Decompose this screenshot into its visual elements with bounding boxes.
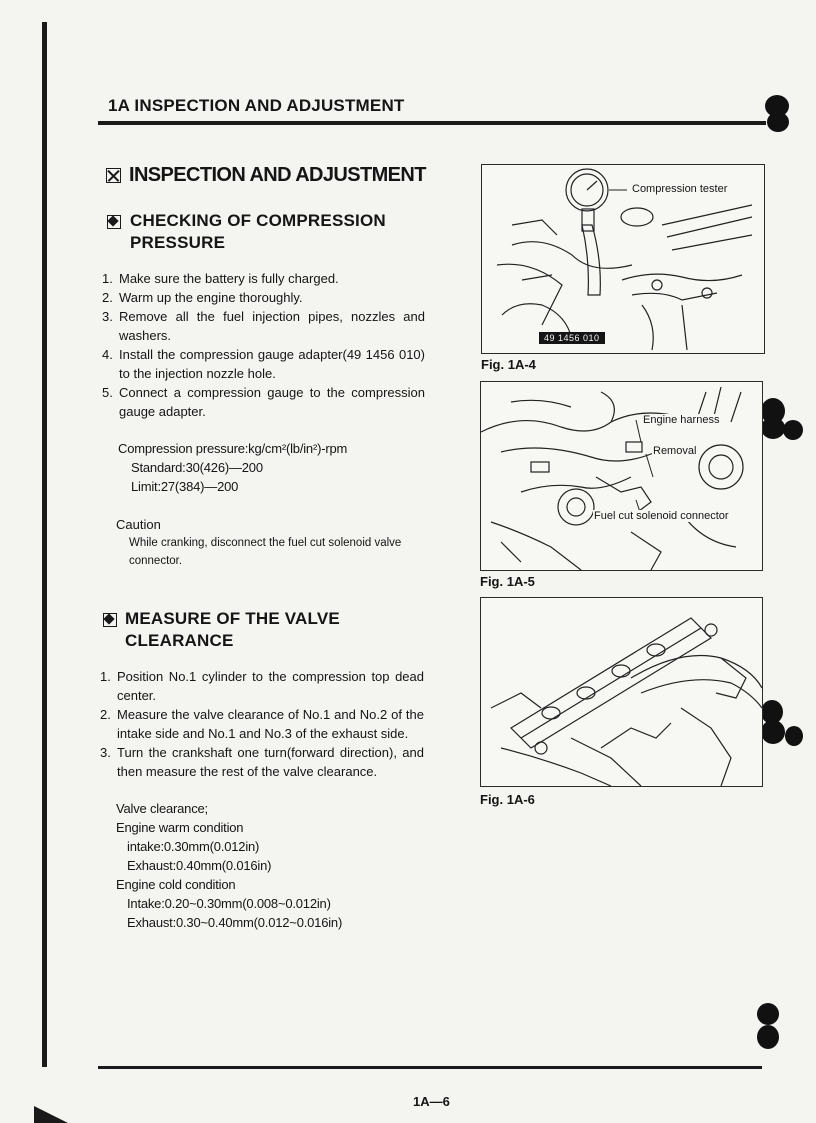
figure-1a-4-caption: Fig. 1A-4 [481, 357, 536, 372]
callout-engine-harness: Engine harness [643, 414, 720, 426]
footer-rule [98, 1066, 762, 1069]
caution-note [116, 516, 436, 570]
punch-hole [761, 720, 785, 744]
binder-edge-line [42, 22, 47, 1067]
list-item: 5. Connect a compression gauge to the compression gauge adapter. [102, 385, 425, 419]
header-rule [98, 121, 766, 125]
compression-title-line2: PRESSURE [130, 233, 226, 252]
valve-title-line2: CLEARANCE [125, 631, 234, 650]
valve-clearance-illustration [481, 598, 762, 786]
tool-number-label: 49 1456 010 [539, 332, 605, 344]
cold-label: Engine cold condition [116, 877, 236, 892]
list-item: 3. Remove all the fuel injection pipes, nozzles and washers. [102, 309, 425, 343]
list-item: 2. Measure the valve clearance of No.1 and No.2 of the intake side and No.1 and No.3 of the exhaust side. [100, 707, 424, 741]
page-number: 1A—6 [413, 1094, 450, 1109]
list-item: 1. Position No.1 cylinder to the compression top dead center. [100, 669, 424, 703]
figure-1a-5-caption: Fig. 1A-5 [480, 574, 535, 589]
figure-1a-6-caption: Fig. 1A-6 [480, 792, 535, 807]
valve-section [102, 608, 432, 652]
list-item: 1. Make sure the battery is fully charged. [102, 271, 339, 286]
punch-hole [757, 1025, 779, 1049]
page-header-title: 1A INSPECTION AND ADJUSTMENT [108, 96, 405, 115]
figure-1a-4 [481, 164, 765, 354]
callout-removal: Removal [653, 445, 697, 457]
valve-title-line1: MEASURE OF THE VALVE [125, 609, 340, 628]
main-title [106, 164, 426, 187]
warm-exhaust: Exhaust:0.40mm(0.016in) [127, 858, 272, 873]
warm-label: Engine warm condition [116, 820, 244, 835]
punch-hole [785, 726, 803, 746]
crossed-box-icon [106, 168, 121, 183]
list-item: 4. Install the compression gauge adapter(49 1456 010) to the injection nozzle hole. [102, 347, 425, 381]
cold-exhaust: Exhaust:0.30~0.40mm(0.012~0.016in) [127, 915, 343, 930]
caution-text-line2: connector. [129, 555, 183, 567]
valve-steps [100, 667, 424, 781]
diamond-box-icon [107, 215, 121, 229]
spec-label: Compression pressure:kg/cm²(lb/in²)-rpm [118, 441, 348, 456]
spec-standard: Standard:30(426)—200 [131, 460, 263, 475]
warm-intake: intake:0.30mm(0.012in) [127, 839, 260, 854]
cold-intake: Intake:0.20~0.30mm(0.008~0.012in) [127, 896, 331, 911]
spec-limit: Limit:27(384)—200 [131, 479, 239, 494]
figure-1a-5 [480, 381, 763, 571]
callout-compression-tester: Compression tester [632, 183, 728, 195]
list-item: 3. Turn the crankshaft one turn(forward direction), and then measure the rest of the valve clearance. [100, 745, 424, 779]
valve-spec [116, 799, 342, 932]
compression-spec [118, 439, 347, 496]
punch-hole [757, 1003, 779, 1025]
compression-title-line1: CHECKING OF COMPRESSION [130, 211, 386, 230]
punch-hole [767, 112, 789, 132]
compression-steps [102, 269, 425, 421]
engine-harness-illustration [481, 382, 762, 570]
page-corner-mark [34, 1106, 68, 1123]
callout-fuel-cut-solenoid-connector: Fuel cut solenoid connector [594, 510, 729, 522]
compression-section [106, 210, 436, 254]
main-title-text: INSPECTION AND ADJUSTMENT [129, 164, 426, 186]
punch-hole [783, 420, 803, 440]
valve-spec-title: Valve clearance; [116, 801, 208, 816]
figure-1a-6 [480, 597, 763, 787]
diamond-box-icon [103, 613, 117, 627]
list-item: 2. Warm up the engine thoroughly. [102, 290, 303, 305]
punch-hole [761, 417, 785, 439]
caution-text-line1: While cranking, disconnect the fuel cut solenoid valve [129, 537, 402, 549]
caution-title: Caution [116, 517, 161, 532]
